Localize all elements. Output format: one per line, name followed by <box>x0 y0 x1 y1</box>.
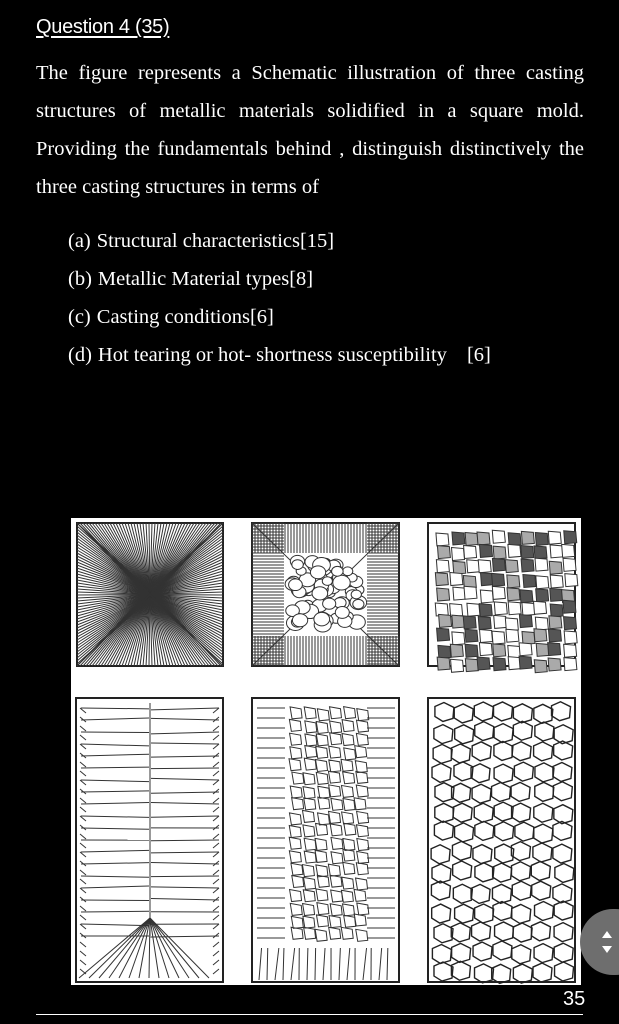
part-text: Metallic Material types <box>97 268 290 290</box>
chevron-up-icon[interactable] <box>602 931 612 938</box>
chevron-down-icon[interactable] <box>602 946 612 953</box>
part-points: [6] <box>249 306 274 328</box>
part-marker: (b) <box>68 268 92 290</box>
question-body: The figure represents a Schematic illustration of three casting structures of metallic materials solidified in a square mold. Providing the fundamentals behind , distinguish distinctively the three casting structures in terms of <box>36 62 584 198</box>
question-part-d <box>68 336 491 374</box>
part-points: [6] <box>466 344 491 366</box>
page-number: 35 <box>563 988 586 1010</box>
part-text: Hot tearing or hot- shortness susceptibility <box>97 344 447 366</box>
part-text: Casting conditions <box>96 306 250 328</box>
square-section-columnar-equiaxed <box>252 523 399 666</box>
longitudinal-section-equiaxed <box>428 698 575 983</box>
question-part-a <box>68 222 491 260</box>
footer-rule <box>36 1014 583 1015</box>
part-points: [15] <box>299 230 335 252</box>
part-text: Structural characteristics <box>96 230 300 252</box>
part-points: [8] <box>289 268 314 290</box>
page-scroll-widget[interactable] <box>580 909 619 975</box>
square-section-columnar <box>77 523 223 666</box>
question-heading: Question 4 (35) <box>36 16 170 38</box>
question-parts-list <box>68 222 491 374</box>
question-part-c <box>68 298 491 336</box>
longitudinal-section-columnar-equiaxed <box>252 698 399 982</box>
longitudinal-section-columnar <box>76 698 223 982</box>
question-part-b <box>68 260 491 298</box>
part-marker: (d) <box>68 344 92 366</box>
square-section-equiaxed <box>428 523 578 673</box>
part-marker: (c) <box>68 306 91 328</box>
casting-structures-figure <box>71 518 581 985</box>
part-marker: (a) <box>68 230 91 252</box>
